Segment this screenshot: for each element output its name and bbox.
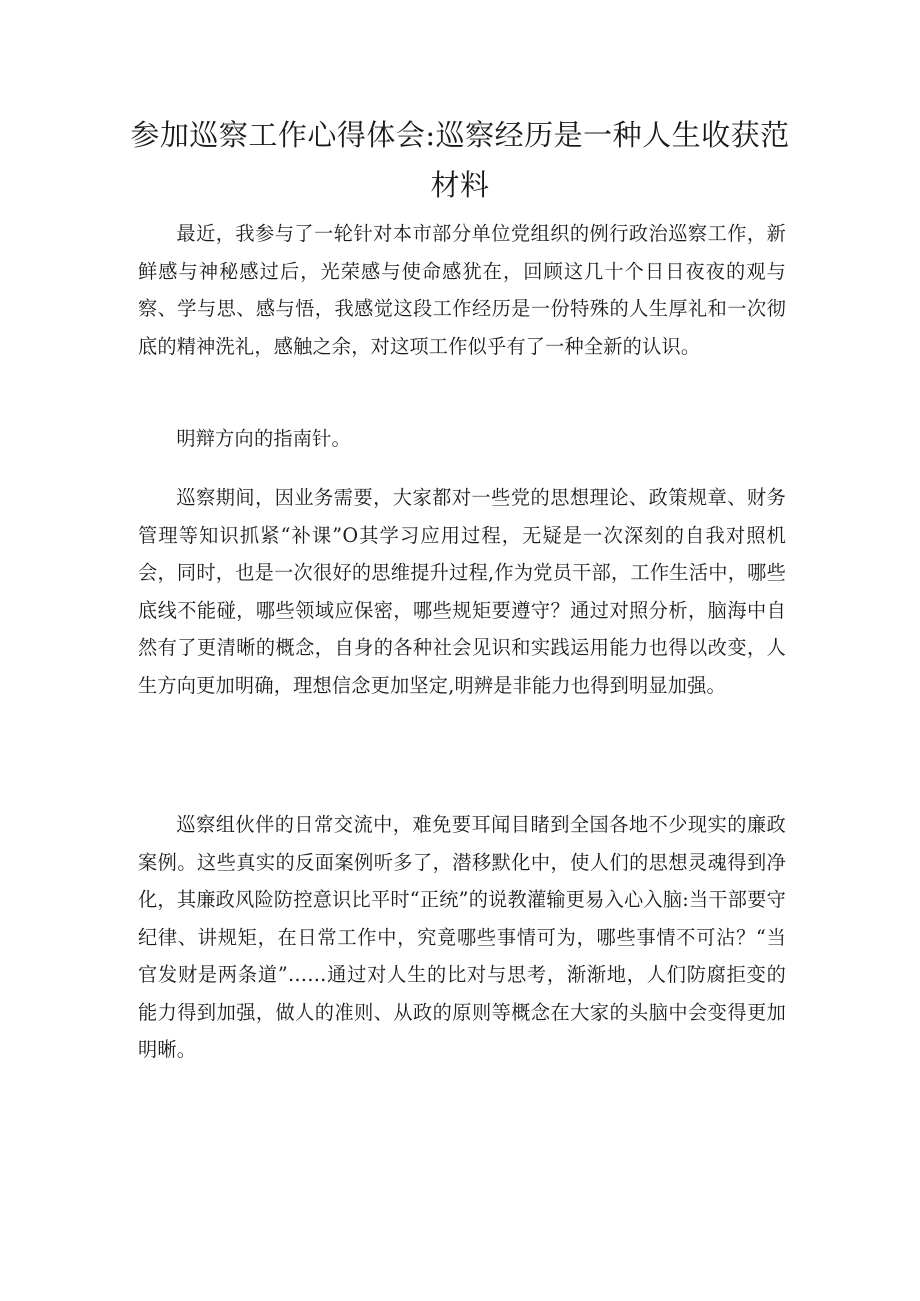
document-title: 参加巡察工作心得体会:巡察经历是一种人生收获范材料 [130, 118, 790, 202]
paragraph-cases: 巡察组伙伴的日常交流中，难免要耳闻目睹到全国各地不少现实的廉政案例。这些真实的反面案例听多了，潜移默化中，使人们的思想灵魂得到净化，其廉政风险防控意识比平时“正统”的说教灌输更易入心入脑:当干部要守纪律、讲规矩，在日常工作中，究竟哪些事情可为，哪些事情不可沾？“当官发财是两条道”……通过对人生的比对与思考，渐渐地，人们防腐拒变的能力得到加强，做人的准则、从政的原则等概念在大家的头脑中会变得更加明晰。 [138, 813, 786, 1061]
section-heading: 明辩方向的指南针。 [176, 427, 351, 450]
paragraph-intro: 最近，我参与了一轮针对本市部分单位党组织的例行政治巡察工作，新鲜感与神秘感过后，光荣感与使命感犹在，回顾这几十个日日夜夜的观与察、学与思、感与悟，我感觉这段工作经历是一份特殊的人生厚礼和一次彻底的精神洗礼，感触之余，对这项工作似乎有了一种全新的认识。 [138, 222, 786, 358]
paragraph-study: 巡察期间，因业务需要，大家都对一些党的思想理论、政策规章、财务管理等知识抓紧“补课”O其学习应用过程，无疑是一次深刻的自我对照机会，同时，也是一次很好的思维提升过程,作为党员干部，工作生活中，哪些底线不能碰，哪些领域应保密，哪些规矩要遵守？通过对照分析，脑海中自然有了更清晰的概念，自身的各种社会见识和实践运用能力也得以改变，人生方向更加明确，理想信念更加坚定,明辨是非能力也得到明显加强。 [138, 486, 786, 697]
